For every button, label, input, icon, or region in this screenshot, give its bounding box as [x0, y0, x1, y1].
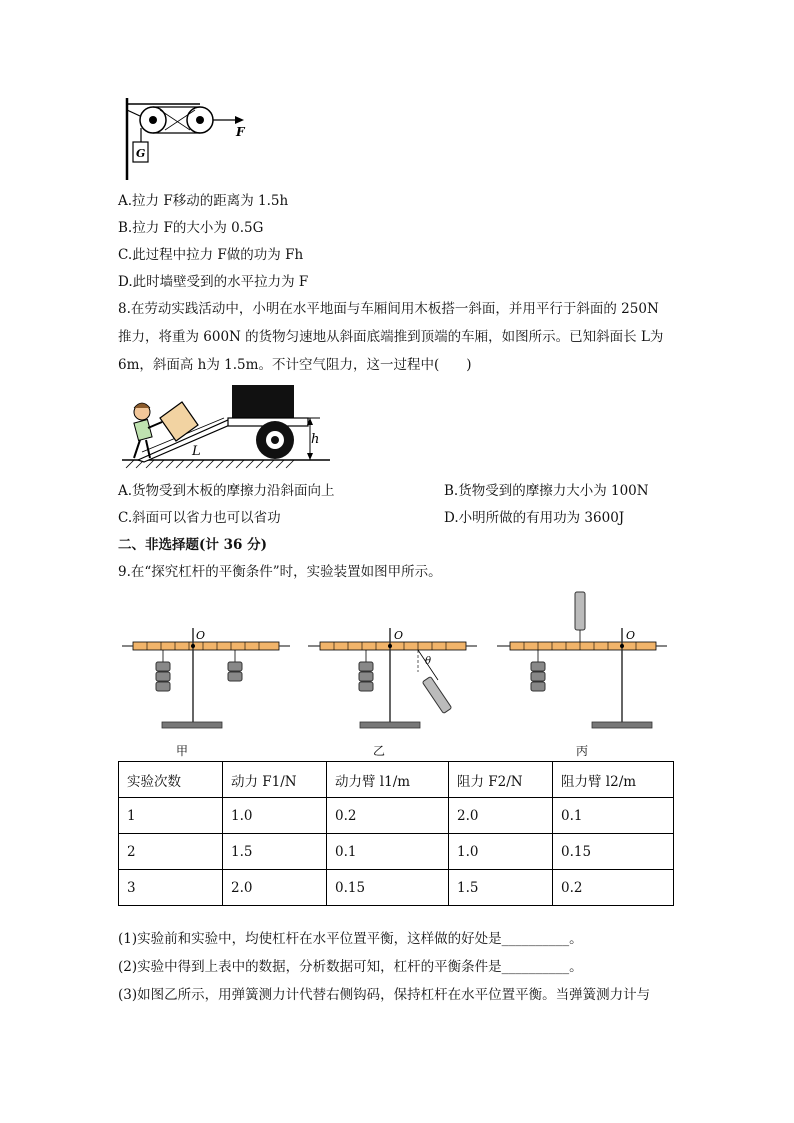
- q8-option-b: B.货物受到的摩擦力大小为 100N: [444, 483, 649, 499]
- spring-scale-yi: [422, 676, 452, 713]
- lever-bar-bing: [510, 642, 656, 650]
- caption-yi: 乙: [373, 744, 386, 758]
- q7-option-c: C.此过程中拉力 F做的功为 Fh: [118, 247, 304, 263]
- q8-option-a: A.货物受到木板的摩擦力沿斜面向上: [118, 483, 335, 499]
- table-row: [119, 798, 674, 834]
- table-header-cell: 实验次数: [119, 762, 223, 798]
- table-header-cell: 阻力 F2/N: [449, 762, 553, 798]
- table-cell: 2.0: [449, 798, 553, 834]
- table-cell: 0.15: [553, 834, 674, 870]
- q8-line-2: 推力，将重为 600N 的货物匀速地从斜面底端推到顶端的车厢，如图所示。已知斜面长 L为: [118, 329, 664, 345]
- q9-intro: 9.在“探究杠杆的平衡条件”时，实验装置如图甲所示。: [118, 564, 442, 580]
- label-F: F: [236, 125, 245, 139]
- caption-jia: 甲: [176, 744, 189, 758]
- q9-sub-3: (3)如图乙所示，用弹簧测力计代替右侧钩码，保持杠杆在水平位置平衡。当弹簧测力计与: [118, 987, 651, 1003]
- lever-yi: [308, 628, 477, 728]
- table-cell: 1: [119, 798, 223, 834]
- table-cell: 0.15: [327, 870, 449, 906]
- q9-sub-2: (2)实验中得到上表中的数据，分析数据可知，杠杆的平衡条件是__________。: [118, 959, 583, 975]
- pivot-label-bing: O: [626, 629, 636, 642]
- q7-option-d: D.此时墙壁受到的水平拉力为 F: [118, 274, 309, 290]
- q8-option-c: C.斜面可以省力也可以省功: [118, 510, 281, 526]
- q8-line-1: 8.在劳动实践活动中，小明在水平地面与车厢间用木板搭一斜面，并用平行于斜面的 250N: [118, 301, 659, 317]
- table-header-cell: 动力 F1/N: [223, 762, 327, 798]
- label-G: G: [136, 147, 146, 160]
- lever-bar-yi: [320, 642, 466, 650]
- table-cell: 0.1: [327, 834, 449, 870]
- caption-bing: 丙: [576, 744, 589, 758]
- section-heading: 二、非选择题(计 36 分): [118, 537, 267, 553]
- q8-option-d: D.小明所做的有用功为 3600J: [444, 510, 625, 526]
- q9-sub-1: (1)实验前和实验中，均使杠杆在水平位置平衡，这样做的好处是__________。: [118, 931, 583, 947]
- experiment-table: [118, 761, 674, 906]
- table-cell: 2.0: [223, 870, 327, 906]
- lever-bar-jia: [133, 642, 279, 650]
- table-row: [119, 834, 674, 870]
- table-cell: 1.0: [223, 798, 327, 834]
- table-cell: 3: [119, 870, 223, 906]
- table-cell: 1.0: [449, 834, 553, 870]
- label-h: h: [311, 432, 320, 447]
- table-cell: 2: [119, 834, 223, 870]
- q7-option-a: A.拉力 F移动的距离为 1.5h: [118, 193, 289, 209]
- table-header-row: [119, 762, 674, 798]
- table-header-cell: 动力臂 l1/m: [327, 762, 449, 798]
- table-cell: 0.2: [553, 870, 674, 906]
- table-row: [119, 870, 674, 906]
- q8-line-3: 6m，斜面高 h为 1.5m。不计空气阻力，这一过程中( ): [118, 357, 472, 373]
- label-L: L: [192, 444, 201, 459]
- table-cell: 0.2: [327, 798, 449, 834]
- q7-option-b: B.拉力 F的大小为 0.5G: [118, 220, 264, 236]
- angle-label: θ: [425, 656, 432, 667]
- table-cell: 0.1: [553, 798, 674, 834]
- spring-scale-bing: [575, 592, 585, 630]
- pivot-label-yi: O: [394, 629, 404, 642]
- lever-bing: [497, 592, 667, 728]
- table-header-cell: 阻力臂 l2/m: [553, 762, 674, 798]
- lever-jia: [122, 628, 290, 728]
- table-cell: 1.5: [449, 870, 553, 906]
- table-cell: 1.5: [223, 834, 327, 870]
- pivot-label-jia: O: [196, 629, 206, 642]
